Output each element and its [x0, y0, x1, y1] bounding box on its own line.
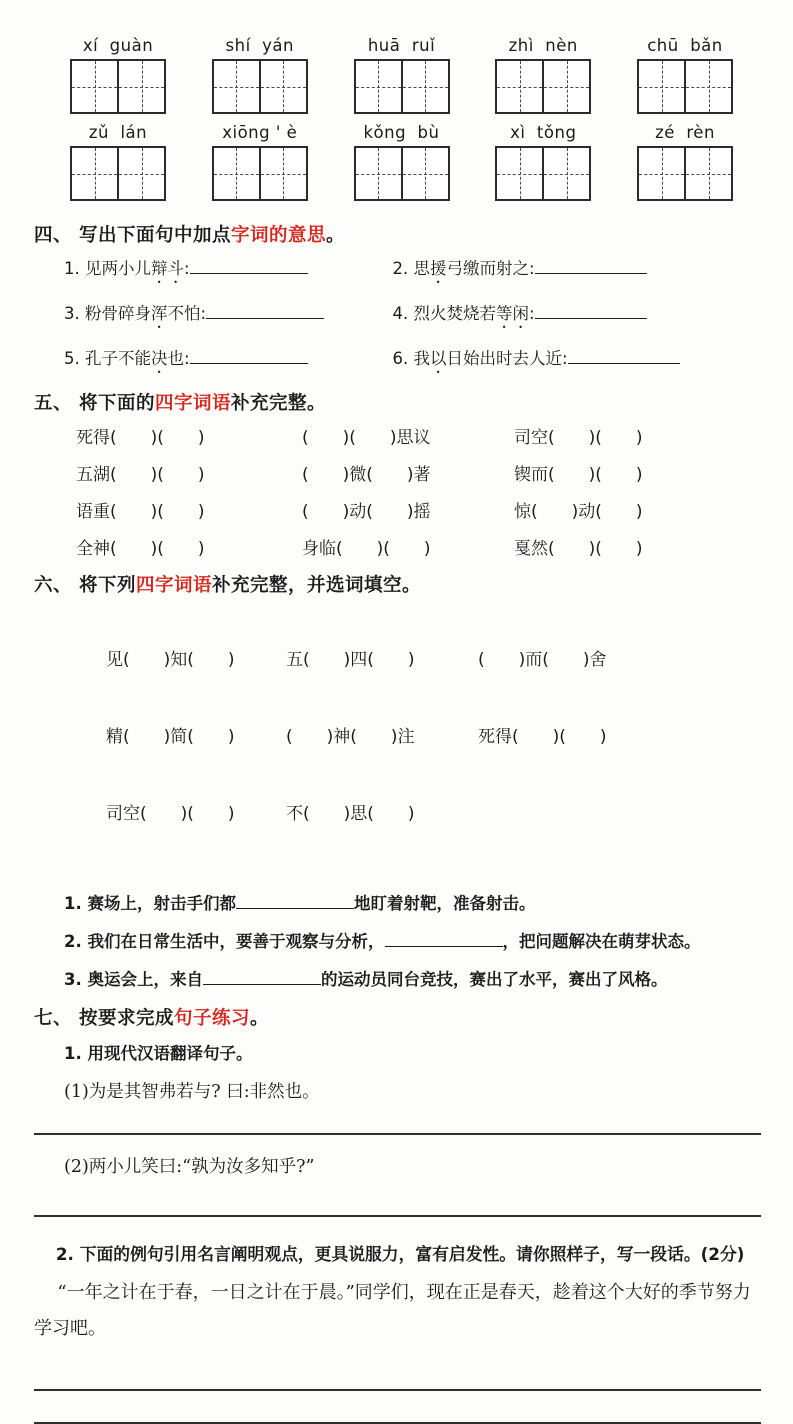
item-text: 弓缴而射之:: [446, 259, 535, 278]
pinyin-word-group: [495, 123, 591, 201]
idiom-item[interactable]: 五( )四( ): [286, 650, 415, 670]
idiom-item[interactable]: 死得( )( ): [76, 428, 205, 448]
idiom-item[interactable]: 五湖( )( ): [76, 465, 205, 485]
title-text: 补充完整，并选词填空。: [212, 575, 422, 596]
pinyin-word-group: [70, 36, 166, 114]
answer-blank[interactable]: [190, 258, 308, 274]
pinyin-label: chū bǎn: [647, 36, 723, 55]
writing-grid: [637, 146, 733, 201]
writing-grid: [495, 59, 591, 114]
writing-cell[interactable]: [214, 148, 259, 199]
idiom-item[interactable]: 惊( )动( ): [514, 502, 643, 522]
pinyin-word-group: [637, 36, 733, 114]
idiom-word-bank: [34, 605, 763, 876]
pinyin-word-group: [212, 36, 308, 114]
idiom-item[interactable]: 见( )知( ): [106, 650, 235, 670]
sentence-text: 的运动员同台竞技，赛出了水平，赛出了风格。: [321, 970, 668, 989]
pinyin-label: kǒng bù: [363, 123, 440, 142]
writing-cell[interactable]: [72, 61, 117, 112]
section-5: [34, 389, 763, 559]
word-meaning-items: [34, 255, 763, 377]
title-text: 。: [250, 1008, 270, 1029]
emphasized-word: 决: [151, 349, 168, 368]
word-meaning-item: [393, 345, 763, 377]
pinyin-writing-section: [34, 36, 763, 201]
idiom-item[interactable]: 死得( )( ): [478, 727, 607, 747]
section-4: [34, 221, 763, 377]
idiom-item[interactable]: 全神( )( ): [76, 539, 205, 559]
pinyin-label: shí yán: [225, 36, 294, 55]
idiom-row: [106, 799, 763, 824]
sentence-item: [34, 890, 763, 914]
title-text: 写出下面句中加点: [79, 225, 232, 246]
word-meaning-item: [393, 255, 763, 287]
sentence-text: 2. 我们在日常生活中，要善于观察与分析，: [64, 932, 385, 951]
emphasized-word: 浑: [151, 304, 168, 323]
idiom-item[interactable]: ( )而( )舍: [478, 650, 607, 670]
sentence-text: ，把问题解决在萌芽状态。: [502, 932, 701, 951]
idiom-row: [106, 722, 763, 747]
pinyin-row-2: [70, 123, 733, 201]
writing-grid: [495, 146, 591, 201]
item-text: 1. 见两小儿: [64, 259, 151, 278]
writing-cell[interactable]: [356, 148, 401, 199]
writing-cell[interactable]: [259, 148, 306, 199]
subtask-2-label: [34, 1239, 763, 1269]
item-text: 日始出时去人近:: [446, 349, 568, 368]
title-highlight: 句子练习: [174, 1008, 251, 1029]
answer-line[interactable]: [34, 1389, 761, 1391]
emphasized-word: 辩斗: [151, 259, 184, 278]
idiom-item[interactable]: 精( )简( ): [106, 727, 235, 747]
word-meaning-item: [64, 300, 393, 332]
idiom-item[interactable]: 锲而( )( ): [514, 465, 643, 485]
writing-cell[interactable]: [542, 61, 589, 112]
section-number: 五、: [34, 393, 73, 414]
writing-grid: [70, 146, 166, 201]
sentence-text: 地盯着射靶，准备射击。: [354, 894, 536, 913]
writing-cell[interactable]: [117, 61, 164, 112]
answer-blank[interactable]: [203, 969, 321, 985]
writing-cell[interactable]: [639, 148, 684, 199]
pinyin-label: xiōng ' è: [222, 123, 298, 142]
title-highlight: 字词的意思: [231, 225, 327, 246]
writing-grid: [212, 59, 308, 114]
item-text: 也:: [167, 349, 190, 368]
item-text: 不怕:: [167, 304, 207, 323]
title-highlight: 四字词语: [155, 393, 232, 414]
item-text: :: [184, 259, 190, 278]
title-text: 将下列: [79, 575, 137, 596]
writing-cell[interactable]: [542, 148, 589, 199]
pinyin-word-group: [637, 123, 733, 201]
example-quote-paragraph: “一年之计在于春，一日之计在于晨。”同学们，现在正是春天，趁着这个大好的季节努力学习吧。: [34, 1282, 751, 1340]
item-text: 2. 思: [392, 259, 431, 278]
writing-cell[interactable]: [259, 61, 306, 112]
writing-grid: [70, 59, 166, 114]
emphasized-word: 等闲: [496, 304, 530, 323]
writing-cell[interactable]: [401, 61, 448, 112]
translation-question-1: (1)为是其智弗若与? 曰:非然也。: [64, 1082, 320, 1102]
section-number: 七、: [34, 1008, 73, 1029]
translation-question-2: (2)两小儿笑曰:“孰为汝多知乎?”: [64, 1157, 315, 1177]
title-text: 。: [326, 225, 346, 246]
writing-cell[interactable]: [497, 61, 542, 112]
idiom-item[interactable]: 司空( )( ): [106, 804, 235, 824]
writing-cell[interactable]: [684, 148, 731, 199]
section-4-title: [34, 221, 763, 247]
subtask-1-label: 1. 用现代汉语翻译句子。: [64, 1044, 253, 1063]
pinyin-word-group: [212, 123, 308, 201]
answer-blank[interactable]: [385, 931, 503, 947]
answer-blank[interactable]: [236, 893, 354, 909]
writing-grid: [212, 146, 308, 201]
pinyin-label: zé rèn: [655, 123, 715, 142]
pinyin-label: xì tǒng: [510, 123, 577, 142]
emphasized-word: 以: [430, 349, 447, 368]
fill-in-sentences: [34, 890, 763, 990]
item-text: 5. 孔子不能: [64, 349, 151, 368]
section-7-title: [34, 1004, 763, 1030]
idiom-completion-grid: [34, 423, 763, 559]
answer-blank[interactable]: [568, 348, 680, 364]
idiom-item[interactable]: ( )微( )著: [302, 465, 431, 485]
title-text: 将下面的: [79, 393, 156, 414]
writing-cell[interactable]: [401, 148, 448, 199]
sentence-item: [34, 928, 763, 952]
writing-cell[interactable]: [497, 148, 542, 199]
pinyin-word-group: [70, 123, 166, 201]
idiom-item[interactable]: ( )动( )摇: [302, 502, 431, 522]
word-meaning-item: [64, 345, 393, 377]
writing-cell[interactable]: [684, 61, 731, 112]
subtask-2-text: 2. 下面的例句引用名言阐明观点，更具说服力，富有启发性。请你照样子，写一段话。(2分): [55, 1244, 745, 1264]
pinyin-word-group: [354, 123, 450, 201]
section-6-title: [34, 571, 763, 597]
title-text: 补充完整。: [231, 393, 327, 414]
item-text: 6. 我: [392, 349, 431, 368]
pinyin-label: zhì nèn: [508, 36, 578, 55]
answer-blank[interactable]: [190, 348, 308, 364]
title-highlight: 四字词语: [136, 575, 213, 596]
answer-blank[interactable]: [206, 303, 324, 319]
idiom-item[interactable]: ( )神( )注: [286, 727, 415, 747]
pinyin-label: huā ruǐ: [367, 36, 436, 55]
section-5-title: [34, 389, 763, 415]
pinyin-label: zǔ lán: [88, 123, 148, 142]
idiom-item[interactable]: 不( )思( ): [286, 804, 415, 824]
sentence-text: 1. 赛场上，射击手们都: [64, 894, 236, 913]
word-meaning-item: [64, 255, 393, 287]
word-meaning-item: [393, 300, 763, 332]
idiom-row: [106, 645, 763, 670]
idiom-item: [478, 799, 763, 824]
pinyin-word-group: [354, 36, 450, 114]
answer-blank[interactable]: [535, 303, 647, 319]
writing-cell[interactable]: [356, 61, 401, 112]
idiom-item[interactable]: 身临( )( ): [302, 539, 431, 559]
item-text: :: [529, 304, 535, 323]
section-number: 六、: [34, 575, 73, 596]
answer-line[interactable]: [34, 1133, 761, 1135]
title-text: 按要求完成: [79, 1008, 175, 1029]
writing-grid: [354, 146, 450, 201]
idiom-item[interactable]: 司空( )( ): [514, 428, 643, 448]
pinyin-row-1: [70, 36, 733, 114]
section-7: [34, 1004, 763, 1424]
answer-line[interactable]: [34, 1215, 761, 1217]
idiom-item[interactable]: 语重( )( ): [76, 502, 205, 522]
pinyin-label: xí guàn: [82, 36, 154, 55]
writing-grid: [637, 59, 733, 114]
writing-cell[interactable]: [72, 148, 117, 199]
idiom-item[interactable]: 戛然( )( ): [514, 539, 643, 559]
idiom-item[interactable]: ( )( )思议: [302, 428, 431, 448]
sentence-item: [34, 966, 763, 990]
writing-cell[interactable]: [117, 148, 164, 199]
item-text: 3. 粉骨碎身: [64, 304, 151, 323]
writing-cell[interactable]: [214, 61, 259, 112]
emphasized-word: 援: [430, 259, 447, 278]
answer-blank[interactable]: [535, 258, 647, 274]
item-text: 4. 烈火焚烧若: [392, 304, 497, 323]
writing-grid: [354, 59, 450, 114]
section-number: 四、: [34, 225, 73, 246]
writing-cell[interactable]: [639, 61, 684, 112]
pinyin-word-group: [495, 36, 591, 114]
sentence-text: 3. 奥运会上，来自: [64, 970, 203, 989]
section-6: [34, 571, 763, 990]
